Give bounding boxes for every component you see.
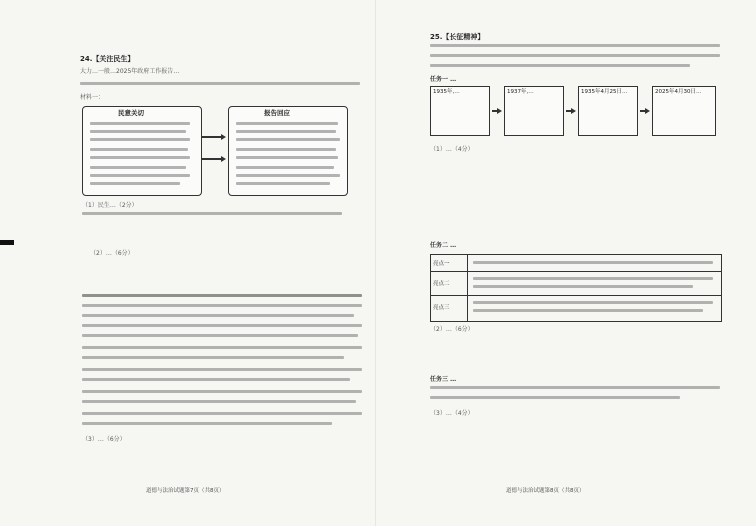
table-key: 亮点一 bbox=[433, 261, 450, 267]
sub-question-2: （2）…（6分） bbox=[90, 250, 134, 257]
text-line bbox=[82, 212, 342, 215]
text-line bbox=[82, 304, 362, 307]
text-line bbox=[82, 356, 344, 359]
arrow-connector bbox=[202, 158, 222, 160]
text-line bbox=[82, 378, 350, 381]
timeline-box-2: 1937年,… bbox=[504, 86, 564, 136]
timeline-question: （1）…（4分） bbox=[430, 146, 474, 153]
text-line bbox=[82, 368, 362, 371]
q24-title: 24.【关注民生】 bbox=[80, 55, 135, 63]
text-line bbox=[82, 334, 358, 337]
text-line bbox=[236, 122, 338, 125]
text-line bbox=[430, 54, 720, 57]
text-line bbox=[90, 156, 190, 159]
timeline-box-1: 1935年,… bbox=[430, 86, 490, 136]
arrowhead bbox=[645, 108, 650, 114]
right-page bbox=[388, 8, 738, 514]
q25-title: 25.【长征精神】 bbox=[430, 33, 485, 41]
arrowhead bbox=[497, 108, 502, 114]
edge-mark bbox=[0, 240, 14, 245]
sub-question-3: （3）…（6分） bbox=[82, 436, 126, 443]
table-row-line bbox=[431, 271, 721, 272]
timeline-box-3: 1935年4月25日… bbox=[578, 86, 638, 136]
text-line bbox=[236, 130, 336, 133]
text-line bbox=[430, 44, 720, 47]
text-line bbox=[82, 346, 362, 349]
box-public-concern-title: 民意关切 bbox=[118, 109, 144, 117]
text-line bbox=[82, 400, 356, 403]
text-line bbox=[236, 174, 340, 177]
task2-title: 任务二 … bbox=[430, 242, 457, 249]
text-line bbox=[473, 309, 703, 312]
text-line bbox=[90, 174, 190, 177]
text-line bbox=[90, 166, 186, 169]
text-line bbox=[236, 166, 334, 169]
text-line bbox=[82, 412, 362, 415]
text-line bbox=[82, 294, 362, 297]
text-line bbox=[473, 277, 713, 280]
arrow-connector bbox=[202, 136, 222, 138]
text-line bbox=[90, 148, 188, 151]
text-line bbox=[80, 82, 360, 85]
text-line bbox=[90, 182, 180, 185]
table-row-line bbox=[431, 295, 721, 296]
q24-material: 材料一： bbox=[80, 94, 105, 101]
arrowhead bbox=[221, 134, 226, 140]
page-footer-right: 道德与法治试题第8页（共8页） bbox=[506, 488, 585, 494]
text-line bbox=[236, 182, 330, 185]
table-divider bbox=[467, 255, 468, 321]
task3-question: （3）…（4分） bbox=[430, 410, 474, 417]
text-line bbox=[236, 148, 336, 151]
text-line bbox=[430, 396, 680, 399]
text-line bbox=[473, 285, 693, 288]
table-key: 亮点三 bbox=[433, 305, 450, 311]
table-key: 亮点二 bbox=[433, 281, 450, 287]
text-line bbox=[82, 324, 362, 327]
highlights-table bbox=[430, 254, 722, 322]
text-line bbox=[90, 130, 186, 133]
sub-question-1: （1）民生…（2分） bbox=[82, 202, 138, 209]
task1-title: 任务一 … bbox=[430, 76, 457, 83]
arrowhead bbox=[571, 108, 576, 114]
text-line bbox=[430, 64, 690, 67]
timeline-box-4: 2025年4月30日… bbox=[652, 86, 716, 136]
text-line bbox=[473, 261, 713, 264]
text-line bbox=[430, 386, 720, 389]
text-line bbox=[82, 390, 362, 393]
text-line bbox=[236, 138, 340, 141]
table-question: （2）…（6分） bbox=[430, 326, 474, 333]
q24-intro: 大力…一般…2025年政府工作报告… bbox=[80, 68, 180, 75]
task3-title: 任务三 … bbox=[430, 376, 457, 383]
left-page bbox=[20, 8, 370, 514]
text-line bbox=[82, 422, 332, 425]
text-line bbox=[82, 314, 354, 317]
box-report-response-title: 报告回应 bbox=[264, 109, 290, 117]
page-divider bbox=[375, 0, 376, 526]
text-line bbox=[236, 156, 338, 159]
text-line bbox=[90, 122, 190, 125]
text-line bbox=[473, 301, 713, 304]
arrowhead bbox=[221, 156, 226, 162]
text-line bbox=[90, 138, 190, 141]
page-footer-left: 道德与法治试题第7页（共8页） bbox=[146, 488, 225, 494]
